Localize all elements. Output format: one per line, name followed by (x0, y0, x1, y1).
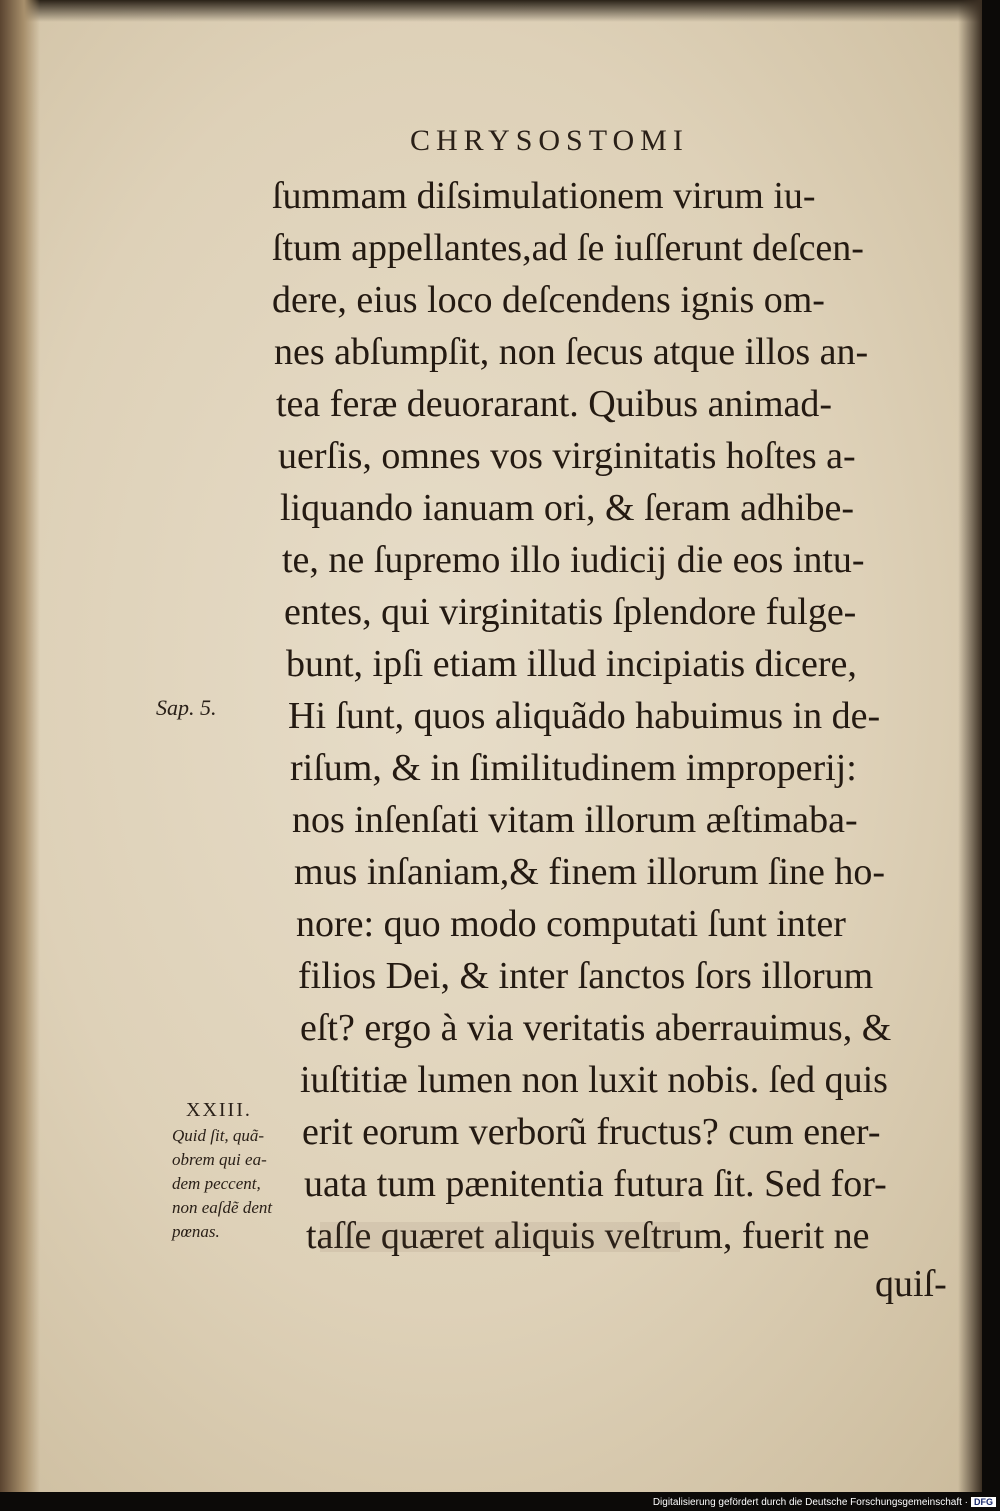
body-line: entes, qui virginitatis ſplendore fulge- (284, 591, 857, 633)
marginal-note-line: obrem qui ea- (172, 1150, 267, 1169)
credit-text: Digitalisierung gefördert durch die Deutsche Forschungsgemeinschaft · (652, 1497, 968, 1508)
body-line: riſum, & in ſimilitudinem improperij: (290, 747, 857, 789)
page-edge-top (0, 0, 982, 22)
ink-show-through (320, 1222, 680, 1252)
marginal-scripture-reference: Sap. 5. (156, 695, 217, 720)
body-line: taſſe quæret aliquis veſtrum, fuerit ne (306, 1215, 870, 1257)
marginal-note-line: Quid ſit, quã- (172, 1126, 265, 1145)
body-line: ſummam diſsimulationem virum iu- (272, 175, 816, 217)
marginal-note-line: pœnas. (172, 1222, 220, 1241)
body-line: uerſis, omnes vos virginitatis hoſtes a- (278, 435, 856, 477)
page-edge-right (958, 0, 982, 1492)
body-line: tea feræ deuorarant. Quibus animad- (276, 383, 833, 425)
body-line: bunt, ipſi etiam illud incipiatis dicere, (286, 643, 857, 685)
body-line: iuſtitiæ lumen non luxit nobis. ſed quis (300, 1059, 888, 1101)
dfg-logo-icon: DFG (971, 1497, 996, 1507)
marginal-note-line: non eaſdẽ dent (172, 1198, 273, 1217)
body-line: liquando ianuam ori, & ſeram adhibe- (280, 487, 855, 529)
body-line: dere, eius loco deſcendens ignis om- (272, 279, 825, 321)
body-line: nore: quo modo computati ſunt inter (296, 903, 846, 945)
body-line: nos inſenſati vitam illorum æſtimaba- (292, 799, 858, 841)
marginal-note-line: dem peccent, (172, 1174, 261, 1193)
body-line: nes abſumpſit, non ſecus atque illos an- (274, 331, 869, 373)
body-line: eſt? ergo à via veritatis aberrauimus, & (300, 1007, 892, 1049)
running-head: CHRYSOSTOMI (410, 124, 689, 157)
digitization-credit (653, 1497, 996, 1508)
body-line: ſtum appellantes,ad ſe iuſſerunt deſcen- (272, 227, 864, 269)
marginal-section-number: XXIII. (186, 1099, 252, 1121)
body-line: erit eorum verborũ fructus? cum ener- (302, 1111, 881, 1153)
body-line: te, ne ſupremo illo iudicij die eos intu- (282, 539, 865, 581)
body-line: filios Dei, & inter ſanctos ſors illorum (298, 955, 874, 997)
body-line: uata tum pænitentia futura ſit. Sed for- (304, 1163, 887, 1205)
body-line: Hi ſunt, quos aliquãdo habuimus in de- (288, 695, 881, 737)
catchword: quiſ- (875, 1263, 947, 1305)
body-line: mus inſaniam,& finem illorum ſine ho- (294, 851, 886, 893)
page-edge-left (0, 0, 40, 1492)
